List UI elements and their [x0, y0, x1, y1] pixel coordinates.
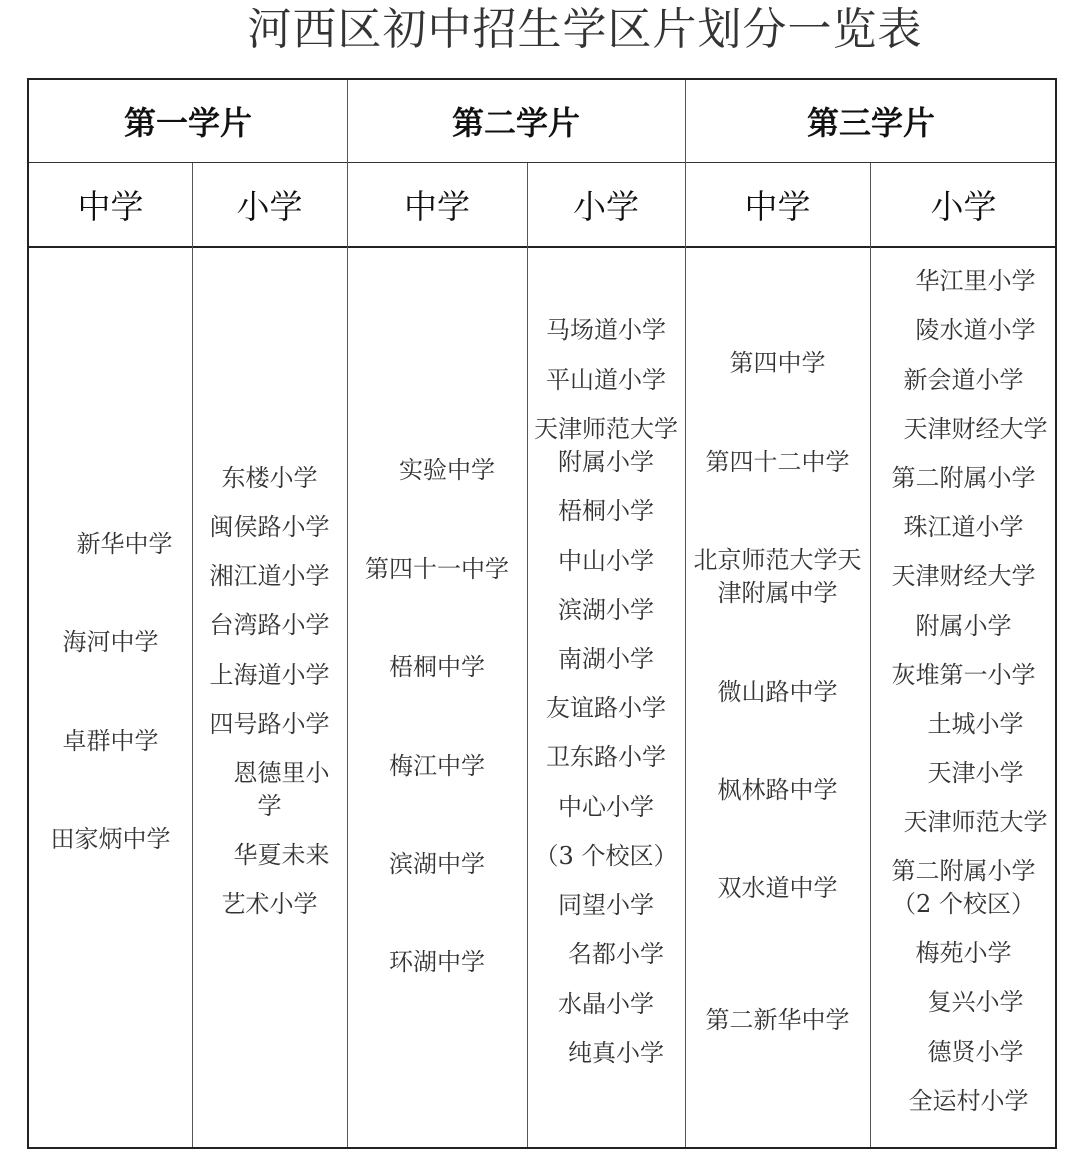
school-name: 马场道小学 [546, 316, 666, 344]
school-name: 平山道小学 [546, 366, 666, 394]
zone2-primary-list [527, 80, 685, 1151]
school-name: 中心小学 [558, 793, 654, 821]
zone1-middle-list [29, 80, 192, 1151]
school-name: 卫东路小学 [546, 743, 666, 771]
school-name: 华夏未来 [233, 841, 330, 869]
school-name: 实验中学 [399, 456, 495, 484]
school-name: 田家炳中学 [50, 825, 171, 853]
school-name: 天津师范大学 [903, 808, 1048, 836]
school-name: 第四十一中学 [365, 555, 509, 583]
zone3-middle-list [685, 80, 870, 1151]
school-name: 湘江道小学 [209, 562, 330, 590]
school-name: 滨湖小学 [558, 596, 654, 624]
school-name: 滨湖中学 [389, 850, 485, 878]
school-name: 友谊路小学 [546, 694, 666, 722]
school-name: 珠江道小学 [903, 513, 1024, 541]
school-name: 天津师范大学 [534, 415, 678, 443]
school-name: 天津小学 [927, 759, 1024, 787]
school-name: 名都小学 [568, 940, 664, 968]
school-name: 第二附属小学 [891, 464, 1036, 492]
school-name: 微山路中学 [717, 678, 838, 706]
zone-header-3: 第三学片 [806, 104, 935, 142]
page-title: 河西区初中招生学区片划分一览表 [247, 4, 923, 55]
school-name: 天津财经大学 [903, 415, 1048, 443]
school-name: 恩德里小 [233, 759, 330, 787]
school-name: 第二附属小学 [891, 857, 1036, 885]
school-name: 梅江中学 [389, 752, 485, 780]
school-name: 附属小学 [558, 448, 654, 476]
school-name: 上海道小学 [209, 661, 330, 689]
school-name: 新会道小学 [903, 366, 1024, 394]
school-name: 新华中学 [76, 530, 173, 558]
school-name: 灰堆第一小学 [891, 661, 1036, 689]
school-name: 梧桐中学 [389, 653, 485, 681]
school-name: 第四十二中学 [705, 448, 850, 476]
zone2-middle-list [347, 80, 527, 1151]
zone2-primary-header: 小学 [573, 187, 639, 226]
school-name: 枫林路中学 [717, 776, 838, 804]
school-name: 津附属中学 [717, 579, 838, 607]
school-name: 土城小学 [927, 710, 1024, 738]
school-name: 附属小学 [915, 612, 1012, 640]
school-name: 艺术小学 [221, 890, 318, 918]
district-table [27, 78, 1057, 1149]
school-name: 卓群中学 [62, 727, 159, 755]
school-name: 第二新华中学 [705, 1006, 850, 1034]
school-name: 第四中学 [729, 349, 826, 377]
zone-header-2: 第二学片 [451, 104, 580, 142]
school-name: 天津财经大学 [891, 562, 1036, 590]
zone2-middle-header: 中学 [404, 187, 470, 226]
school-name: 东楼小学 [221, 464, 318, 492]
zone1-primary-header: 小学 [236, 187, 303, 226]
school-name: 南湖小学 [558, 645, 654, 673]
zone3-primary-header: 小学 [930, 187, 997, 226]
school-name: 梧桐小学 [558, 497, 654, 525]
school-name: 纯真小学 [568, 1039, 664, 1067]
school-name: 全运村小学 [908, 1087, 1029, 1115]
school-name: 北京师范大学天 [693, 546, 862, 574]
school-name: 海河中学 [62, 628, 159, 656]
school-name: 华江里小学 [915, 267, 1036, 295]
school-name: 同望小学 [558, 891, 654, 919]
zone3-middle-header: 中学 [744, 187, 811, 226]
zone1-middle-header: 中学 [77, 187, 144, 226]
school-name: 梅苑小学 [915, 939, 1012, 967]
school-name: 复兴小学 [927, 988, 1024, 1016]
school-name: （2 个校区） [892, 890, 1035, 918]
school-name: 德贤小学 [927, 1038, 1024, 1066]
school-name: 环湖中学 [389, 948, 485, 976]
school-name: 闽侯路小学 [209, 513, 330, 541]
school-name: 学 [257, 792, 282, 820]
school-name: 中山小学 [558, 547, 654, 575]
school-name: 双水道中学 [717, 874, 838, 902]
school-name: 水晶小学 [558, 990, 654, 1018]
school-name: 四号路小学 [209, 710, 330, 738]
zone-header-1: 第一学片 [123, 104, 252, 142]
zone3-primary-list [870, 80, 1057, 1151]
school-name: 陵水道小学 [915, 316, 1036, 344]
school-name: （3 个校区） [534, 842, 678, 870]
zone1-primary-list [192, 80, 347, 1151]
school-name: 台湾路小学 [209, 611, 330, 639]
